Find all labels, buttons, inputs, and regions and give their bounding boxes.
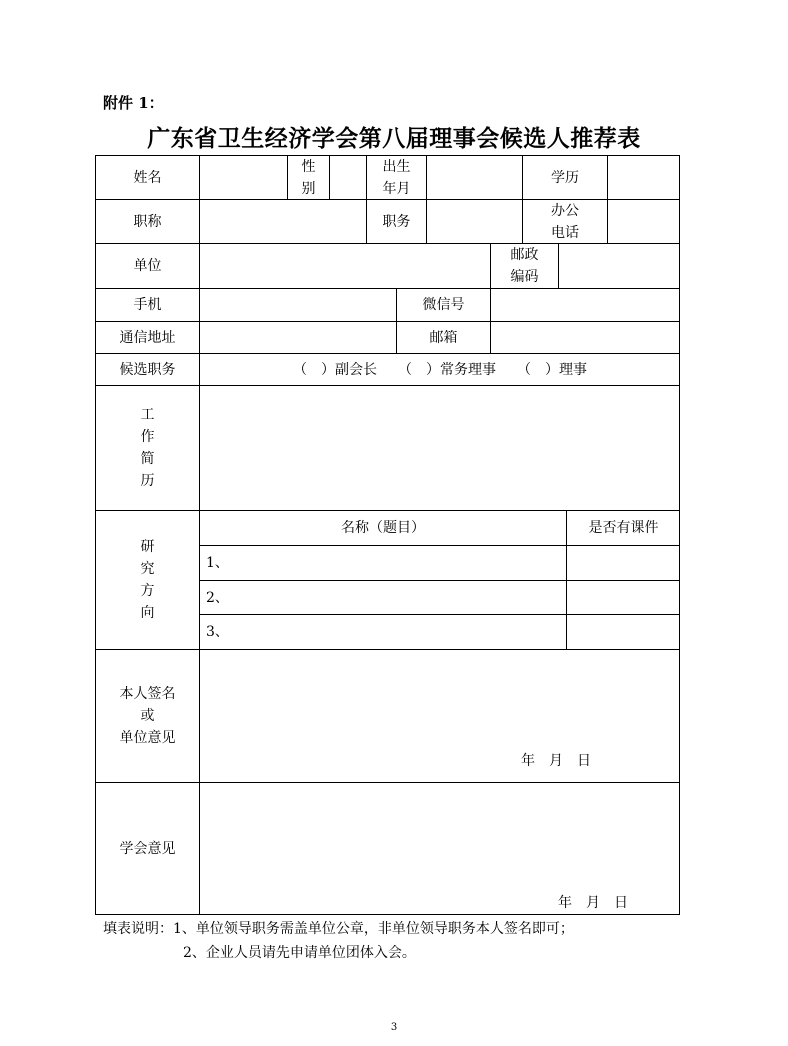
research-courseware-header: 是否有课件: [567, 511, 680, 546]
gender-field[interactable]: [330, 156, 367, 200]
mobile-field[interactable]: [200, 289, 397, 322]
research-row-3-name[interactable]: 3、: [200, 615, 567, 650]
fill-instructions-line2: 2、企业人员请先申请单位团体入会。: [183, 945, 416, 961]
research-char-1: 研: [140, 539, 155, 555]
birth-label: [367, 156, 427, 200]
form-title: 广东省卫生经济学会第八届理事会候选人推荐表: [147, 125, 641, 152]
work-resume-char-2: 作: [140, 429, 155, 445]
office-phone-field[interactable]: [608, 200, 680, 244]
research-char-4: 向: [140, 605, 155, 621]
research-row-1-courseware[interactable]: [567, 546, 680, 581]
wechat-field[interactable]: [491, 289, 680, 322]
wechat-label: 微信号: [397, 289, 491, 322]
position-field[interactable]: [427, 200, 523, 244]
work-resume-label: [96, 386, 200, 511]
signature-field[interactable]: [200, 650, 680, 783]
signature-label-line1: 本人签名: [119, 686, 176, 702]
name-label: 姓名: [96, 156, 200, 200]
birth-label-line1: 出生: [382, 158, 411, 175]
education-label: 学历: [523, 156, 608, 200]
postcode-label-line1: 邮政: [510, 247, 539, 263]
signature-label-line3: 单位意见: [119, 730, 176, 746]
gender-label-line2: 别: [301, 180, 316, 197]
page-number: 3: [390, 1022, 398, 1033]
research-direction-label: [96, 511, 200, 650]
education-field[interactable]: [608, 156, 680, 200]
name-field[interactable]: [200, 156, 288, 200]
gender-label-line1: 性: [301, 158, 316, 175]
research-char-3: 方: [140, 583, 155, 599]
work-resume-char-4: 历: [140, 473, 155, 489]
birth-label-line2: 年月: [382, 180, 411, 197]
candidate-position-options[interactable]: （ ）副会长 （ ）常务理事 （ ）理事: [200, 354, 680, 386]
society-opinion-date: 年 月 日: [558, 895, 628, 911]
postcode-label: [491, 244, 559, 289]
position-label: 职务: [367, 200, 427, 244]
signature-date: 年 月 日: [521, 753, 591, 769]
research-row-3-courseware[interactable]: [567, 615, 680, 650]
email-field[interactable]: [491, 322, 680, 354]
email-label: 邮箱: [397, 322, 491, 354]
title-field[interactable]: [200, 200, 367, 244]
signature-label: [96, 650, 200, 783]
recommendation-form-table: [95, 155, 680, 915]
work-resume-field[interactable]: [200, 386, 680, 511]
work-resume-char-3: 简: [140, 451, 155, 467]
mobile-label: 手机: [96, 289, 200, 322]
attachment-label: 附件 1：: [103, 94, 164, 112]
organization-label: 单位: [96, 244, 200, 289]
address-label: 通信地址: [96, 322, 200, 354]
signature-label-line2: 或: [140, 708, 155, 724]
society-opinion-label: 学会意见: [96, 783, 200, 915]
research-row-1-name[interactable]: 1、: [200, 546, 567, 581]
gender-label: [288, 156, 330, 200]
postcode-field[interactable]: [559, 244, 680, 289]
work-resume-char-1: 工: [140, 407, 155, 423]
birth-field[interactable]: [427, 156, 523, 200]
organization-field[interactable]: [200, 244, 491, 289]
fill-instructions-line1: 填表说明：1、单位领导职务需盖单位公章，非单位领导职务本人签名即可；: [103, 921, 574, 937]
postcode-label-line2: 编码: [510, 269, 539, 285]
research-char-2: 究: [140, 561, 155, 577]
office-phone-label: [523, 200, 608, 244]
research-row-2-name[interactable]: 2、: [200, 581, 567, 615]
title-label: 职称: [96, 200, 200, 244]
office-phone-label-line1: 办公: [551, 202, 579, 219]
candidate-position-label: 候选职务: [96, 354, 200, 386]
research-row-2-courseware[interactable]: [567, 581, 680, 615]
address-field[interactable]: [200, 322, 397, 354]
research-name-header: 名称（题目）: [200, 511, 567, 546]
office-phone-label-line2: 电话: [551, 224, 579, 241]
